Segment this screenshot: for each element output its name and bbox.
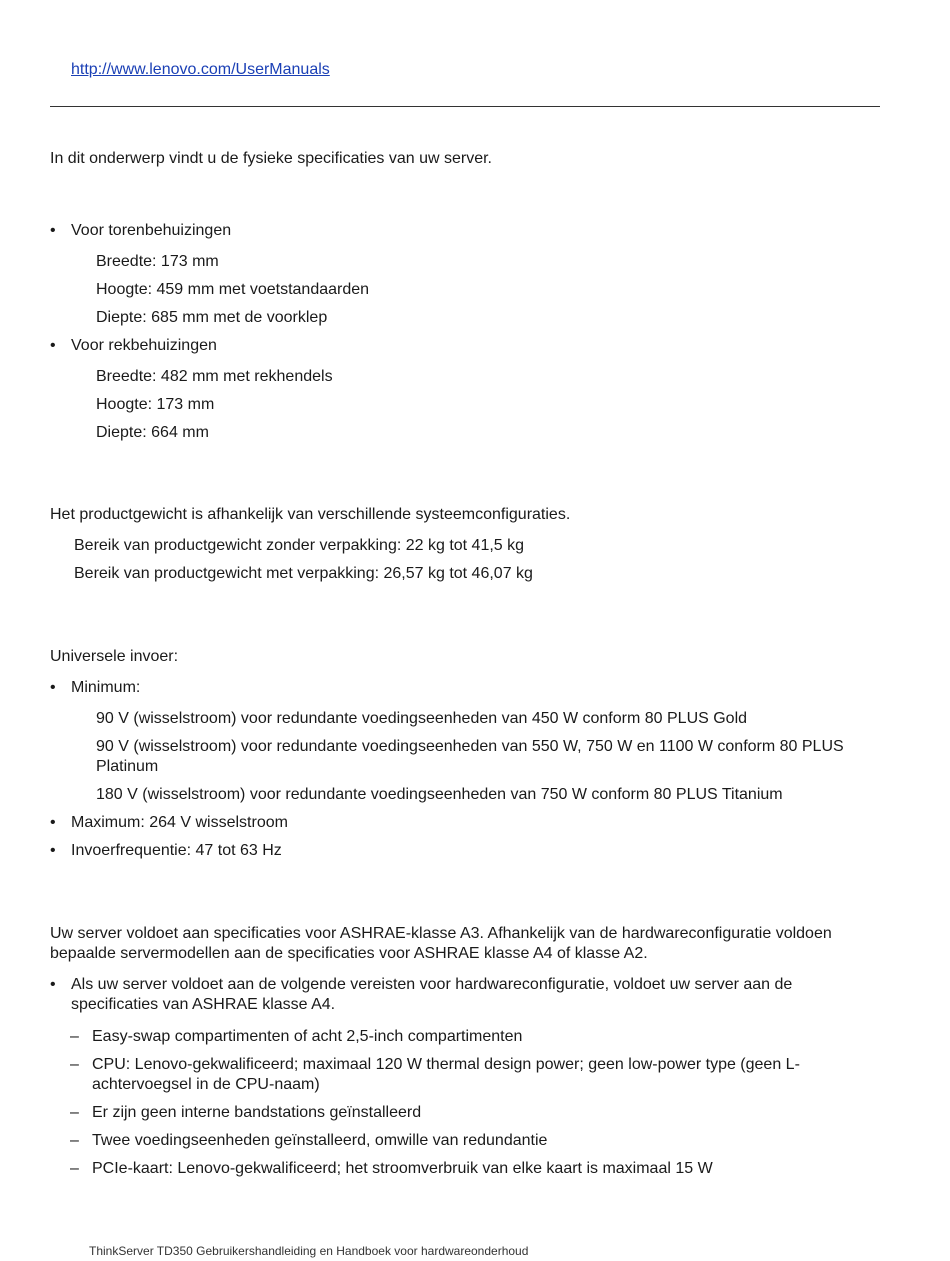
header-divider (50, 106, 880, 107)
power-minimum-label: Minimum: (71, 679, 141, 696)
dash-icon: – (70, 1028, 79, 1045)
tower-height: Hoogte: 459 mm met voetstandaarden (96, 281, 370, 298)
tower-label: Voor torenbehuizingen (71, 222, 232, 239)
requirement-item: Twee voedingseenheden geïnstalleerd, omwille van redundantie (92, 1132, 548, 1149)
weight-intro: Het productgewicht is afhankelijk van verschillende systeemconfiguraties. (50, 506, 571, 523)
tower-width: Breedte: 173 mm (96, 253, 219, 270)
dash-icon: – (70, 1056, 79, 1073)
tower-depth: Diepte: 685 mm met de voorklep (96, 309, 328, 326)
rack-label: Voor rekbehuizingen (71, 337, 217, 354)
power-intro: Universele invoer: (50, 648, 179, 665)
bullet-icon: • (50, 222, 56, 239)
weight-with-packaging: Bereik van productgewicht met verpakking: 26,57 kg tot 46,07 kg (74, 565, 533, 582)
requirement-item: PCIe-kaart: Lenovo-gekwalificeerd; het stroomverbruik van elke kaart is maximaal 15 W (92, 1160, 713, 1177)
user-manuals-link[interactable]: http://www.lenovo.com/UserManuals (71, 61, 330, 78)
dash-icon: – (70, 1160, 79, 1177)
requirement-item: Er zijn geen interne bandstations geïnstalleerd (92, 1104, 422, 1121)
bullet-icon: • (50, 679, 56, 696)
power-minimum-platinum: 90 V (wisselstroom) voor redundante voedingseenheden van 550 W, 750 W en 1100 W conform 80 PLUS Platinum (96, 738, 844, 775)
rack-height: Hoogte: 173 mm (96, 396, 215, 413)
bullet-icon: • (50, 814, 56, 831)
requirement-item: Easy-swap compartimenten of acht 2,5-inch compartimenten (92, 1028, 523, 1045)
dash-icon: – (70, 1132, 79, 1149)
power-frequency: Invoerfrequentie: 47 tot 63 Hz (71, 842, 282, 859)
requirement-item: CPU: Lenovo-gekwalificeerd; maximaal 120 W thermal design power; geen low-power type (geen L-achtervoegsel in de CPU-naam) (92, 1056, 800, 1093)
rack-depth: Diepte: 664 mm (96, 424, 209, 441)
power-minimum-titanium: 180 V (wisselstroom) voor redundante voedingseenheden van 750 W conform 80 PLUS Titanium (96, 786, 783, 803)
page-footer: ThinkServer TD350 Gebruikershandleiding en Handboek voor hardwareonderhoud (89, 1244, 529, 1258)
power-maximum: Maximum: 264 V wisselstroom (71, 814, 288, 831)
rack-width: Breedte: 482 mm met rekhendels (96, 368, 333, 385)
environment-intro: Uw server voldoet aan specificaties voor ASHRAE-klasse A3. Afhankelijk van de hardwareconfiguratie voldoen bepaalde servermodellen aan de specificaties voor ASHRAE klasse A4 of klasse A2. (50, 925, 832, 962)
dash-icon: – (70, 1104, 79, 1121)
environment-a4-bullet: Als uw server voldoet aan de volgende vereisten voor hardwareconfiguratie, voldoet uw server aan de specificaties van ASHRAE klasse A4. (71, 976, 793, 1013)
bullet-icon: • (50, 842, 56, 859)
bullet-icon: • (50, 337, 56, 354)
weight-without-packaging: Bereik van productgewicht zonder verpakking: 22 kg tot 41,5 kg (74, 537, 525, 554)
bullet-icon: • (50, 976, 56, 993)
intro-text: In dit onderwerp vindt u de fysieke specificaties van uw server. (50, 150, 492, 167)
power-minimum-gold: 90 V (wisselstroom) voor redundante voedingseenheden van 450 W conform 80 PLUS Gold (96, 710, 748, 727)
